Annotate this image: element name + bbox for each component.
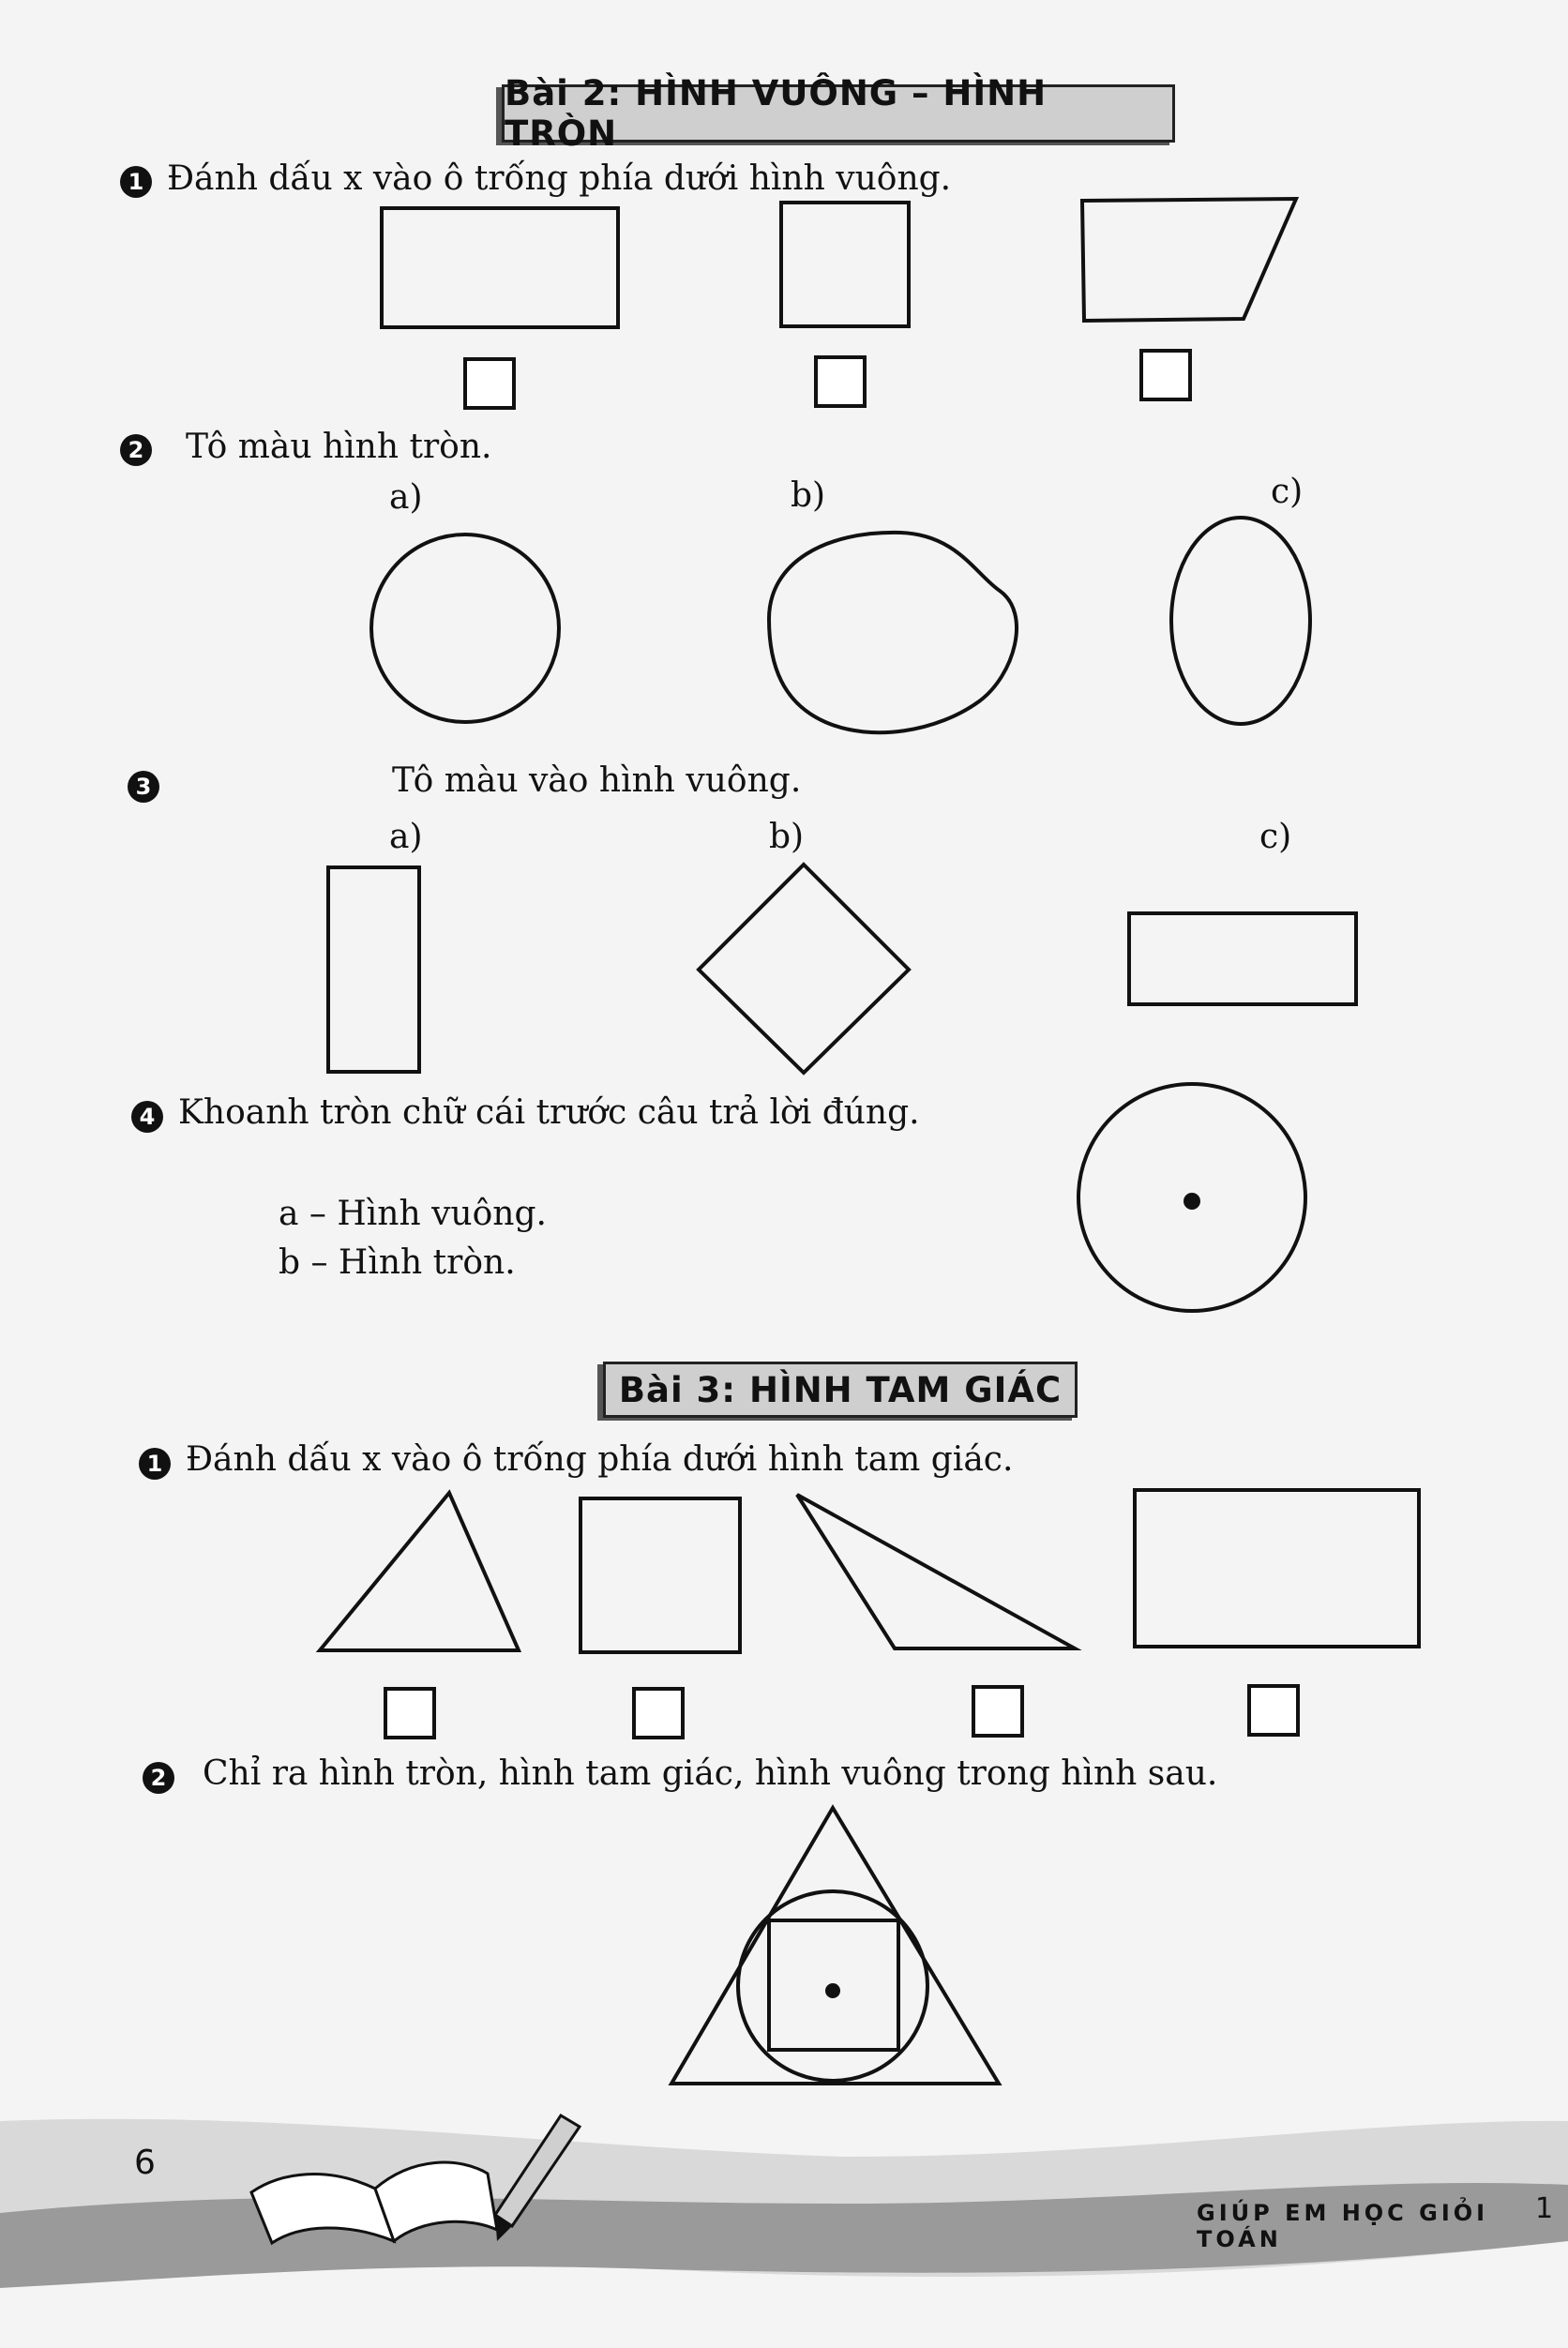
q3-label-b: b) (769, 818, 805, 856)
question-b3-2-number: 2 (143, 1762, 174, 1794)
tall-rectangle-shape (328, 867, 419, 1072)
composite-center-dot (825, 1983, 840, 1998)
q3-label-a: a) (389, 818, 423, 856)
q4-option-b[interactable]: b – Hình tròn. (279, 1243, 516, 1282)
q2-label-b: b) (791, 476, 826, 515)
q2-label-a: a) (389, 478, 423, 517)
question-2-number: 2 (120, 434, 152, 466)
question-3-number: 3 (128, 771, 159, 803)
series-title: GIÚP EM HỌC GIỎI TOÁN (1197, 2200, 1489, 2252)
lesson-3-title: Bài 3: HÌNH TAM GIÁC (618, 1369, 1063, 1410)
q4-option-a[interactable]: a – Hình vuông. (279, 1195, 547, 1233)
circle-center-dot (1184, 1193, 1200, 1210)
triangle-shape (320, 1493, 519, 1650)
question-2-text: Tô màu hình tròn. (186, 428, 492, 466)
question-b3-2-text: Chỉ ra hình tròn, hình tam giác, hình vuông trong hình sau. (203, 1754, 1218, 1793)
question-3-text: Tô màu vào hình vuông. (392, 761, 802, 800)
right-triangle-shape (797, 1495, 1075, 1648)
right-page-number: 1 (1535, 2192, 1554, 2225)
question-b3-1-text: Đánh dấu x vào ô trống phía dưới hình tam giác. (186, 1440, 1014, 1479)
q3-label-c: c) (1259, 818, 1292, 856)
question-1-text: Đánh dấu x vào ô trống phía dưới hình vuông. (167, 159, 952, 198)
trapezoid-shape (1082, 199, 1296, 321)
question-b3-1-number: 1 (139, 1448, 171, 1480)
oval-shape (1171, 518, 1310, 724)
rectangle-shape (382, 208, 618, 327)
page-number: 6 (134, 2144, 156, 2182)
question-1-number: 1 (120, 166, 152, 198)
lesson-2-title: Bài 2: HÌNH VUÔNG – HÌNH TRÒN (505, 73, 1048, 154)
circle-shape (371, 534, 559, 722)
blob-shape (769, 533, 1017, 732)
q2-label-c: c) (1271, 473, 1304, 511)
square-shape-2 (580, 1498, 740, 1652)
wide-rectangle-shape (1129, 913, 1356, 1004)
question-4-text: Khoanh tròn chữ cái trước câu trả lời đúng. (178, 1093, 920, 1132)
question-4-number: 4 (131, 1101, 163, 1133)
big-triangle-shape (671, 1808, 999, 2084)
square-shape (781, 203, 909, 326)
rectangle-shape-2 (1135, 1490, 1419, 1647)
diamond-shape (699, 865, 909, 1073)
